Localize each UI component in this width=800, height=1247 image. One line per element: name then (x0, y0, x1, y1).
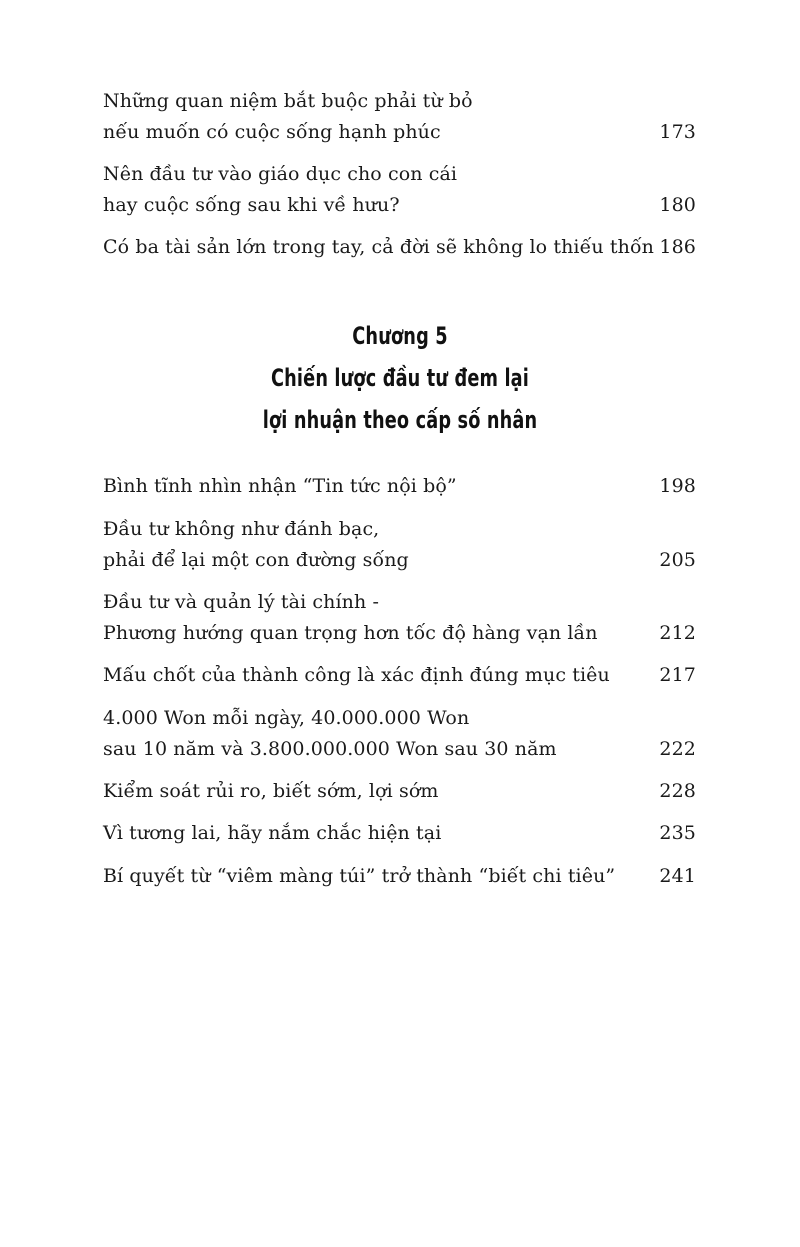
toc-entry (103, 660, 696, 691)
toc-entry-title-line: sau 10 năm và 3.800.000.000 Won sau 30 năm (103, 738, 557, 760)
toc-entry-title-line: Nên đầu tư vào giáo dục cho con cái (103, 163, 458, 185)
toc-page-number: 198 (659, 475, 696, 497)
toc-page-number: 180 (659, 194, 696, 216)
toc-entry (103, 587, 696, 649)
toc-entry-title-line: Đầu tư và quản lý tài chính - (103, 591, 379, 613)
chapter-title-line-1: Chiến lược đầu tư đem lại (270, 364, 530, 392)
toc-entry-title-line: hay cuộc sống sau khi về hưu? (103, 194, 400, 216)
toc-page-number: 235 (659, 822, 696, 844)
toc-page-number: 241 (659, 865, 696, 887)
chapter-heading (0, 315, 800, 441)
toc-entry (103, 703, 696, 765)
chapter-title-line-2: lợi nhuận theo cấp số nhân (262, 406, 538, 434)
toc-entry-title-line: nếu muốn có cuộc sống hạnh phúc (103, 121, 441, 143)
toc-page-number: 222 (659, 738, 696, 760)
chapter-number: Chương 5 (352, 322, 448, 350)
toc-entry-title-line: Bình tĩnh nhìn nhận “Tin tức nội bộ” (103, 475, 457, 497)
toc-entry-title-line: Có ba tài sản lớn trong tay, cả đời sẽ không lo thiếu thốn (103, 236, 655, 258)
toc-entry-title-line: phải để lại một con đường sống (103, 549, 409, 571)
toc-page-number: 205 (659, 549, 696, 571)
toc-entry (103, 86, 696, 148)
toc-entry-title-line: Kiểm soát rủi ro, biết sớm, lợi sớm (103, 780, 439, 802)
toc-entry (103, 818, 696, 849)
toc-entry (103, 514, 696, 576)
toc-entry (103, 159, 696, 221)
toc-entry-title-line: Đầu tư không như đánh bạc, (103, 518, 380, 540)
toc-entry (103, 471, 696, 502)
toc-entry (103, 232, 696, 263)
toc-entry-title-line: Bí quyết từ “viêm màng túi” trở thành “biết chi tiêu” (103, 865, 616, 887)
toc-entry-title-line: Những quan niệm bắt buộc phải từ bỏ (103, 90, 473, 112)
toc-entry-title-line: Phương hướng quan trọng hơn tốc độ hàng vạn lần (103, 622, 598, 644)
toc-page-number: 186 (659, 236, 696, 258)
toc-entry (103, 776, 696, 807)
toc-page-number: 217 (659, 664, 696, 686)
toc-page-number: 212 (659, 622, 696, 644)
toc-page-number: 173 (659, 121, 696, 143)
toc-entry-title-line: 4.000 Won mỗi ngày, 40.000.000 Won (103, 707, 470, 729)
toc-entry (103, 861, 696, 892)
toc-page-number: 228 (659, 780, 696, 802)
toc-entry-title-line: Vì tương lai, hãy nắm chắc hiện tại (103, 822, 442, 844)
toc-entry-title-line: Mấu chốt của thành công là xác định đúng mục tiêu (103, 664, 610, 686)
